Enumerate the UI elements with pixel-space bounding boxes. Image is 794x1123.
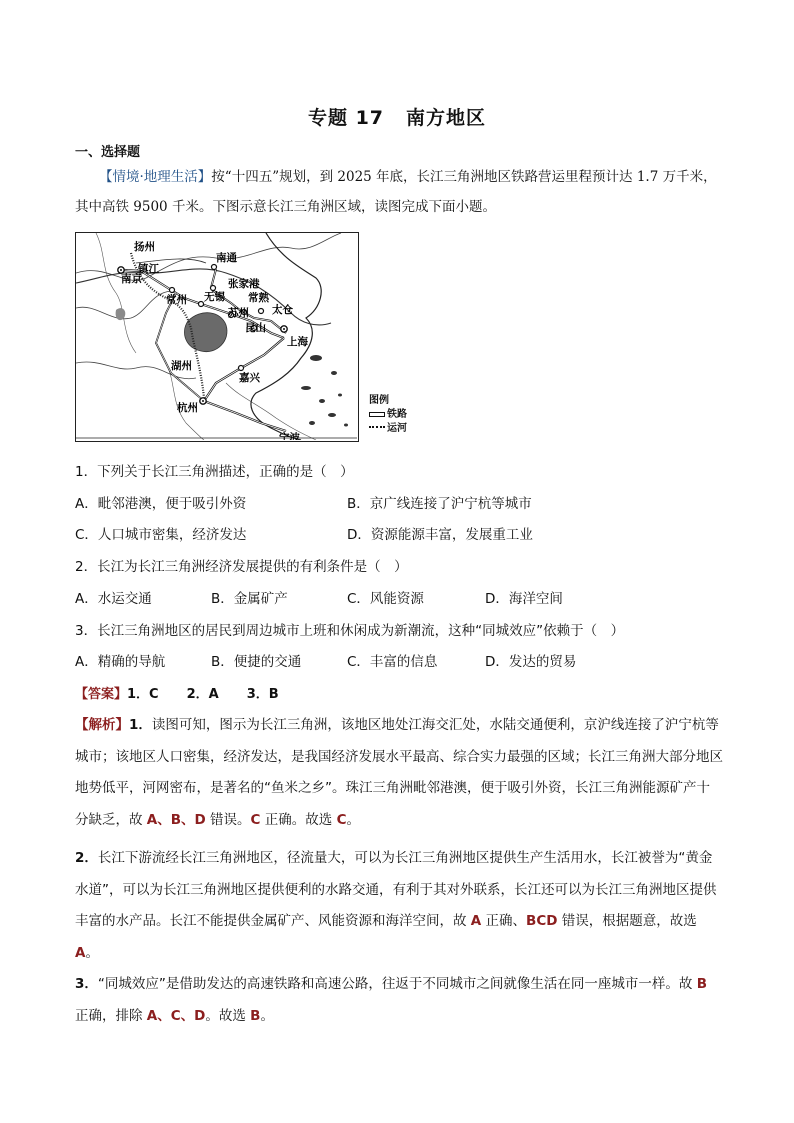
yangtze-delta-map bbox=[75, 232, 407, 442]
question-3-option-c: C．丰富的信息 bbox=[347, 654, 438, 670]
analysis-2-choice: A bbox=[75, 944, 86, 961]
analysis-label: 【解析】 bbox=[75, 717, 129, 733]
analysis-3-mid2: 。故选 bbox=[205, 1007, 251, 1024]
analysis-3-choice: B bbox=[250, 1007, 261, 1024]
canal-symbol bbox=[369, 426, 385, 431]
question-3-stem: 3．长江三角洲地区的居民到周边城市上班和休闲成为新潮流，这种“同城效应”依赖于（ ） bbox=[75, 623, 625, 639]
analysis-2-text: 长江下游流经长江三角洲地区，径流量大，可以为长江三角洲地区提供生产生活用水，长江被誉为“黄金水道”，可以为长江三角洲地区提供便利的水路交通，有利于其对外联系，长江还可以为长江三角洲地区提供丰富的水产品。长江不能提供金属矿产、风能资源和海洋空间，故 bbox=[75, 850, 717, 929]
answer-label: 【答案】 bbox=[75, 687, 128, 702]
answer-item-3: 3．B bbox=[246, 687, 279, 702]
analysis-3-mid: 正确，排除 bbox=[75, 1007, 147, 1024]
city-changshu: 常熟 bbox=[248, 292, 269, 304]
analysis-1-end: 。 bbox=[346, 811, 360, 828]
legend-canal bbox=[369, 422, 429, 436]
city-wuxi: 无锡 bbox=[204, 291, 225, 303]
analysis-3-num: 3． bbox=[75, 976, 98, 992]
legend-railway bbox=[369, 408, 429, 422]
analysis-3-wrong: A、C、D bbox=[146, 1007, 206, 1024]
question-3-option-b: B．便捷的交通 bbox=[211, 654, 302, 670]
title-main: 南方地区 bbox=[406, 107, 487, 129]
analysis-2-mid: 正确、 bbox=[481, 913, 527, 929]
analysis-1-choice: C bbox=[336, 811, 347, 828]
city-shanghai: 上海 bbox=[287, 336, 308, 348]
legend-title-text: 图例 bbox=[369, 395, 389, 406]
section-heading: 一、选择题 bbox=[75, 145, 141, 160]
city-nantong: 南通 bbox=[216, 252, 237, 264]
answer-item-2: 2．A bbox=[186, 687, 219, 702]
answer-item-1: 1．C bbox=[127, 687, 159, 702]
analysis-paragraph-2 bbox=[75, 843, 723, 969]
question-1-option-b: B．京广线连接了沪宁杭等城市 bbox=[347, 496, 532, 512]
city-hangzhou: 杭州 bbox=[177, 402, 198, 414]
analysis-2-mid2: 错误，根据题意，故选 bbox=[557, 913, 697, 929]
analysis-paragraph-1 bbox=[75, 710, 723, 836]
city-suzhou: 苏州 bbox=[228, 307, 249, 319]
city-zhenjiang: 镇江 bbox=[138, 263, 159, 275]
legend-canal-label: 运河 bbox=[387, 423, 407, 434]
question-1-option-d: D．资源能源丰富，发展重工业 bbox=[347, 527, 533, 543]
map-legend-box bbox=[369, 394, 429, 436]
question-2-option-d: D．海洋空间 bbox=[485, 591, 563, 607]
question-3-option-a: A．精确的导航 bbox=[75, 654, 166, 670]
question-2-option-c: C．风能资源 bbox=[347, 591, 424, 607]
question-2-option-a: A．水运交通 bbox=[75, 591, 152, 607]
map-drawing bbox=[76, 233, 357, 440]
analysis-1-num: 1． bbox=[129, 717, 152, 733]
intro-paragraph bbox=[75, 162, 723, 222]
railway-symbol bbox=[369, 412, 385, 417]
city-changzhou: 常州 bbox=[166, 294, 187, 306]
city-nanjing: 南京 bbox=[121, 273, 142, 285]
analysis-2-end: 。 bbox=[85, 944, 99, 961]
analysis-3-end: 。 bbox=[260, 1007, 274, 1024]
city-huzhou: 湖州 bbox=[171, 360, 192, 372]
question-1-option-c: C．人口城市密集，经济发达 bbox=[75, 527, 247, 543]
analysis-3-right: B bbox=[696, 976, 707, 992]
analysis-2-num: 2． bbox=[75, 850, 98, 866]
analysis-1-text: 读图可知，图示为长江三角洲，该地区地处江海交汇处，水陆交通便利，京沪线连接了沪宁杭等城市；该地区人口密集，经济发达，是我国经济发展水平最高、综合实力最强的区域；长江三角洲大部分地区地势低平，河网密布，是著名的“鱼米之乡”。珠江三角洲毗邻港澳，便于吸引外资，长江三角洲能源矿产十分缺乏，故 bbox=[75, 717, 723, 828]
analysis-3-text: “同城效应”是借助发达的高速铁路和高速公路，往返于不同城市之间就像生活在同一座城市一样。故 bbox=[97, 976, 697, 992]
answer-line bbox=[75, 683, 307, 702]
question-1-stem: 1．下列关于长江三角洲描述，正确的是（ ） bbox=[75, 464, 354, 480]
city-yangzhou: 扬州 bbox=[134, 241, 155, 253]
analysis-1-right: C bbox=[250, 811, 261, 828]
city-kunshan: 昆山 bbox=[245, 322, 266, 334]
analysis-2-right: A bbox=[470, 913, 482, 929]
analysis-1-mid2: 正确。故选 bbox=[260, 811, 337, 828]
intro-text: 按“十四五”规划，到 2025 年底，长江三角洲地区铁路营运里程预计达 1.7 万千米，其中高铁 9500 千米。下图示意长江三角洲区域，读图完成下面小题。 bbox=[75, 169, 717, 215]
question-2-stem: 2．长江为长江三角洲经济发展提供的有利条件是（ ） bbox=[75, 559, 408, 575]
city-jiaxing: 嘉兴 bbox=[239, 372, 260, 384]
question-1-option-a: A．毗邻港澳，便于吸引外资 bbox=[75, 496, 247, 512]
city-zhangjiagang: 张家港 bbox=[228, 278, 260, 290]
analysis-1-mid: 错误。 bbox=[205, 811, 251, 828]
city-taicang: 太仓 bbox=[272, 304, 293, 316]
analysis-1-wrong: A、B、D bbox=[146, 811, 206, 828]
page-title bbox=[0, 103, 794, 130]
title-prefix: 专题 17 bbox=[307, 107, 385, 129]
question-2-option-b: B．金属矿产 bbox=[211, 591, 288, 607]
analysis-paragraph-3 bbox=[75, 969, 723, 1032]
intro-tag: 【情境·地理生活】 bbox=[99, 169, 212, 185]
city-ningbo: 宁波 bbox=[279, 432, 300, 440]
analysis-2-wrong: BCD bbox=[526, 913, 558, 929]
legend-railway-label: 铁路 bbox=[387, 409, 407, 420]
question-3-option-d: D．发达的贸易 bbox=[485, 654, 577, 670]
